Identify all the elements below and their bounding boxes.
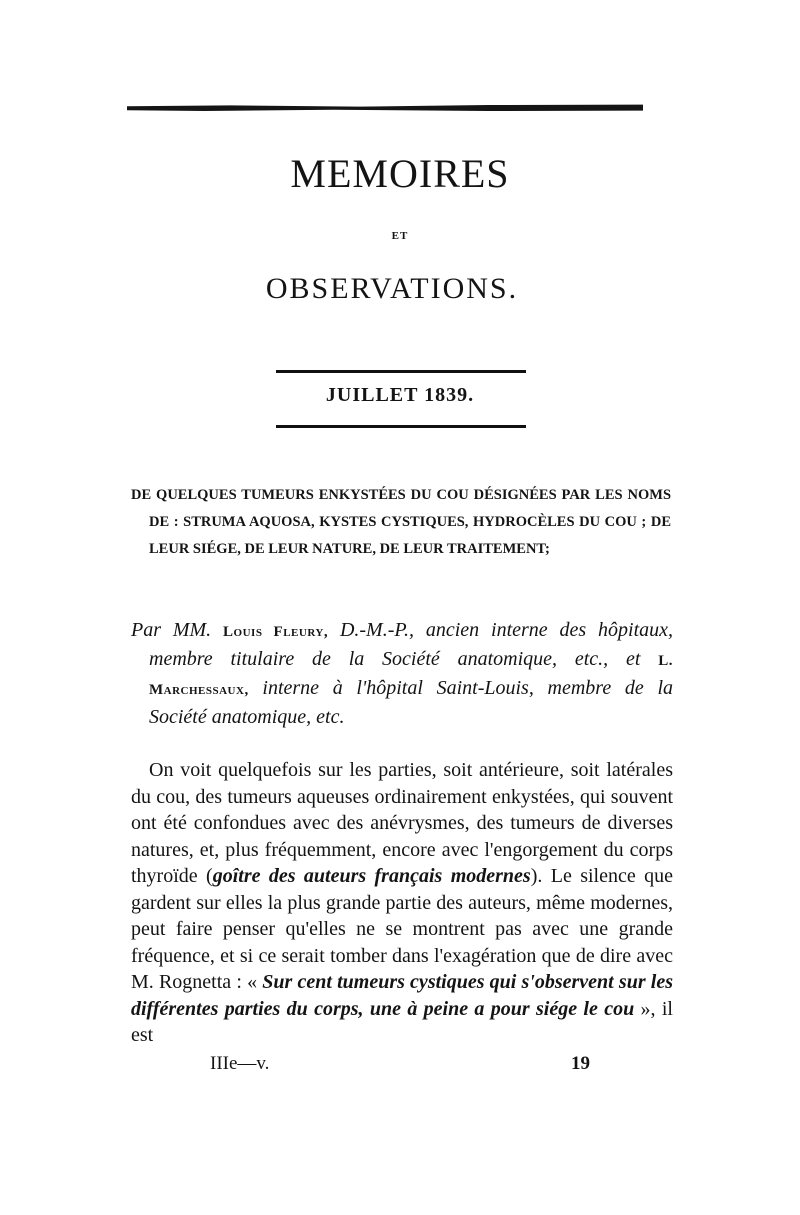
body-paragraph — [131, 757, 673, 1049]
author-name-2: L. Marchessaux, — [149, 653, 673, 698]
body-emphasis-2: Sur cent tumeurs cystiques qui s'observent sur les différentes parties du corps, une à peine a pour siége le cou — [131, 971, 674, 1020]
article-heading-rest: NOMS DE : STRUMA AQUOSA, KYSTES CYSTIQUES, HYDROCÈLES DU COU ; DE LEUR SIÉGE, DE LEUR NATURE, DE LEUR TRAITEMENT; — [149, 487, 672, 557]
top-ornamental-rule — [127, 103, 643, 111]
body-text — [131, 757, 673, 1049]
author-credentials-1: D.-M.-P., ancien interne des hôpitaux, membre titulaire de la Société anatomique, etc., et — [149, 619, 674, 670]
body-text-part-3: », il est — [131, 997, 673, 1046]
date-rule-top — [276, 370, 526, 373]
body-emphasis-1: goître des auteurs français modernes — [212, 865, 531, 887]
date-rule-bottom — [276, 425, 526, 428]
author-name-1: Louis Fleury, — [223, 624, 329, 640]
signature-mark: IIIe—v. — [210, 1053, 270, 1074]
author-byline — [131, 617, 673, 731]
page-subtitle: OBSERVATIONS. — [265, 272, 519, 305]
issue-date: JUILLET 1839. — [325, 384, 475, 406]
byline-lead: Par MM. — [131, 619, 212, 641]
title-conjunction: ET — [391, 230, 409, 242]
page-number: 19 — [571, 1053, 590, 1074]
body-text-part-1: On voit quelquefois sur les parties, soit antérieure, soit latérales du cou, des tumeurs aqueuses ordinairement enkystées, qui souvent ont été confondues avec des anévrysmes, des tumeurs de diverses natures, et, plus fréquemment, encore avec l'engorgement du corps thyroïde ( — [131, 759, 673, 887]
body-text-part-2: ). Le silence que gardent sur elles la plus grande partie des auteurs, même modernes, peut faire penser qu'elles ne se montrent pas avec une grande fréquence, et si ce serait tomber dans l'exagération que de dire avec M. Rognetta : « — [131, 865, 674, 993]
page-title: MEMOIRES — [290, 151, 510, 196]
author-credentials-2: interne à l'hôpital Saint-Louis, membre de la Société anatomique, etc. — [149, 677, 673, 728]
article-heading-first: DE QUELQUES TUMEURS ENKYSTÉES DU COU DÉSIGNÉES PAR LES — [131, 487, 623, 503]
article-heading — [131, 482, 671, 563]
